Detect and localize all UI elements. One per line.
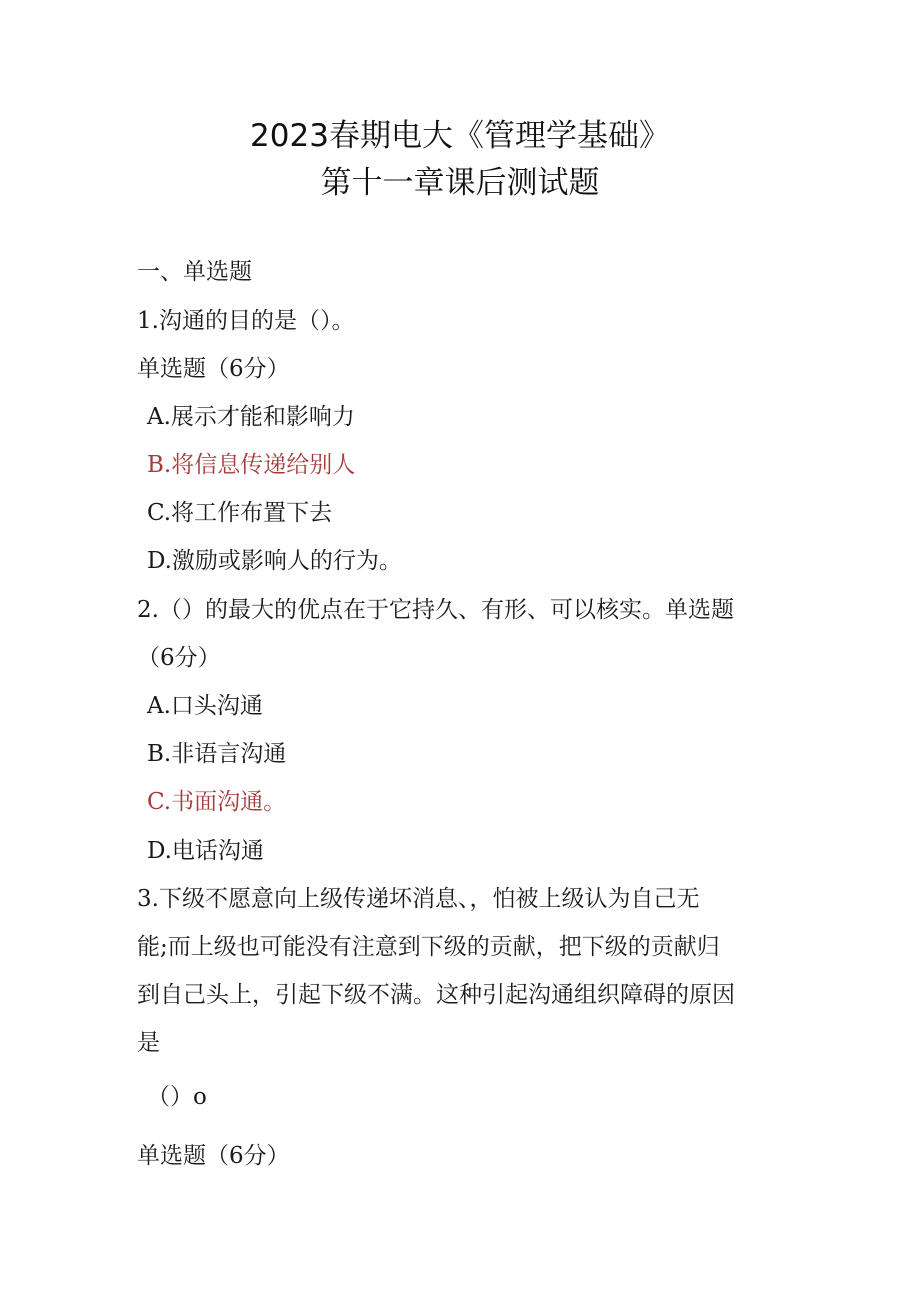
document-title-line1: 2023春期电大《管理学基础》 (250, 118, 670, 154)
question-1-type-label: 单选题（6分） (137, 356, 290, 382)
question-2-stem-line2: （6分） (137, 645, 221, 671)
question-3-stem-line1: 3.下级不愿意向上级传递坏消息、，怕被上级认为自己无 (137, 886, 700, 912)
question-3-stem-line5: （）o (147, 1084, 207, 1110)
question-1-option-d: D.激励或影响人的行为。 (147, 548, 402, 574)
question-2-stem-line1: 2.（）的最大的优点在于它持久、有形、可以核实。单选题 (137, 597, 734, 623)
question-1-option-c: C.将工作布置下去 (147, 500, 333, 526)
question-1-stem: 1.沟通的目的是（）。 (137, 308, 355, 334)
document-title-line2: 第十一章课后测试题 (320, 165, 600, 201)
question-1-option-a: A.展示才能和影响力 (147, 404, 355, 430)
question-3-stem-line2: 能;而上级也可能没有注意到下级的贡献，把下级的贡献归 (137, 934, 720, 960)
question-2-option-d: D.电话沟通 (147, 838, 264, 864)
question-2-option-c-answer: C.书面沟通。 (147, 789, 287, 815)
section-heading: 一、单选题 (137, 259, 252, 285)
question-3-stem-line3: 到自己头上，引起下级不满。这种引起沟通组织障碍的原因 (137, 982, 735, 1008)
question-1-option-b-answer: B.将信息传递给别人 (147, 452, 356, 478)
question-2-option-b: B.非语言沟通 (147, 741, 287, 767)
question-3-type-label: 单选题（6分） (137, 1143, 290, 1169)
question-3-stem-line4: 是 (137, 1030, 160, 1056)
question-2-option-a: A.口头沟通 (147, 693, 263, 719)
